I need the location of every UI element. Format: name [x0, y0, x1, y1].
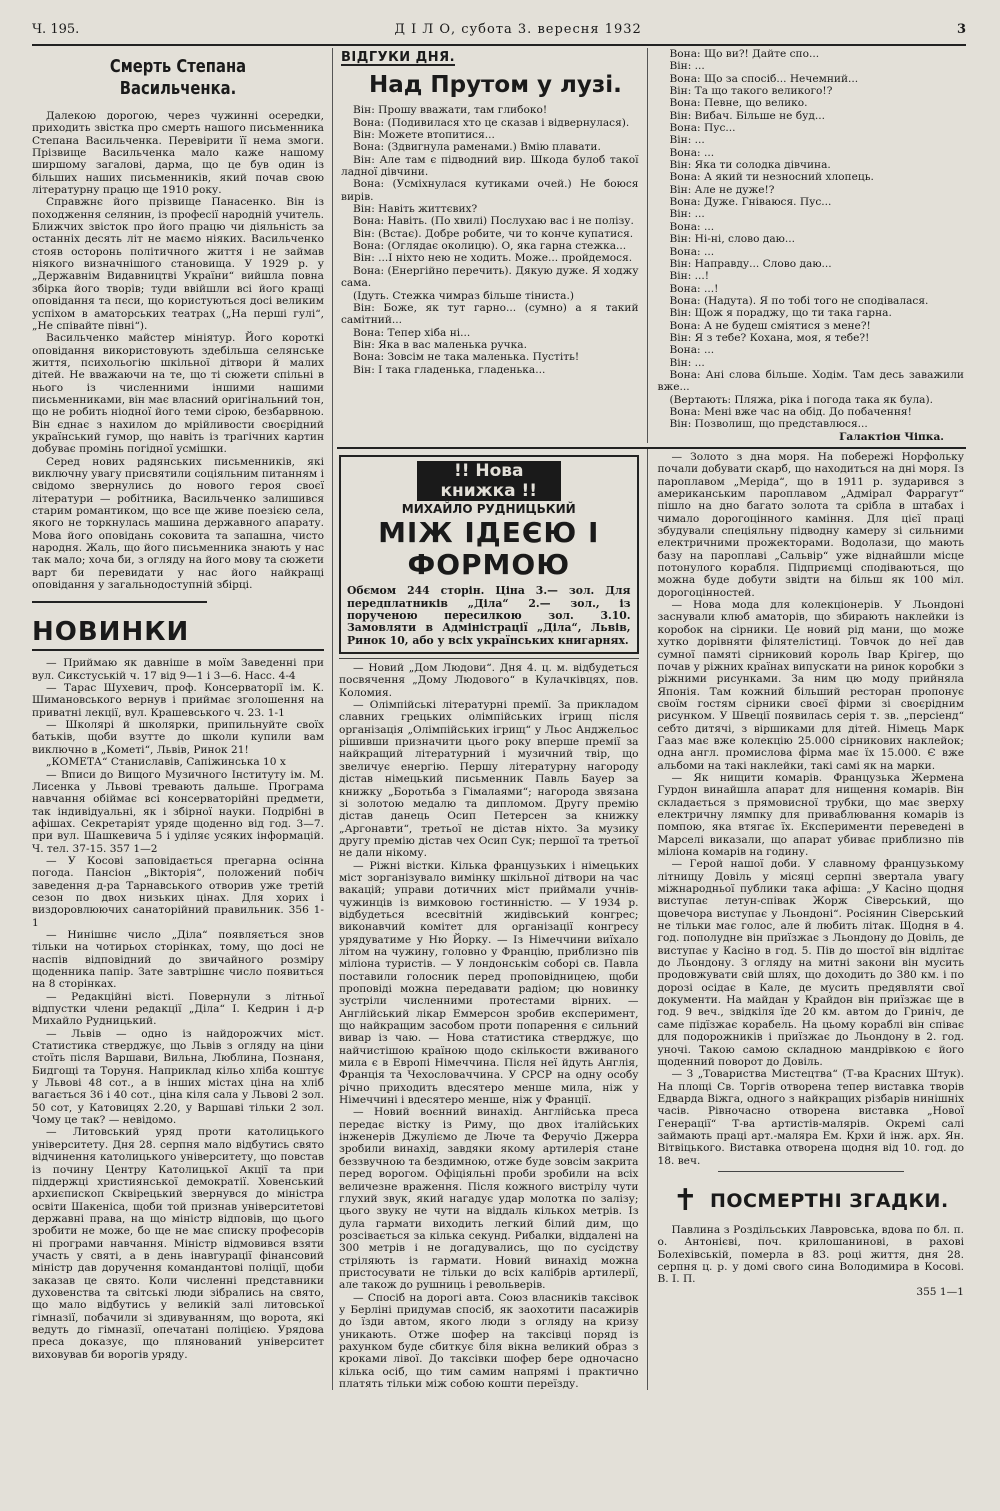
page-header — [32, 24, 966, 46]
dialog-line: Він: ...І ніхто нею не ходить. Може... пройдемося. — [353, 252, 633, 265]
news-item: — Герой нашої доби. У славному французькому літнищу Довіль у місяці серпні звертала увагу міжнародньої публики така афіша: „У Касіно щодня виступає летун-співак Жорж Сіверський, що щовечора виступає у Льондоні“. Росіянин Сіверський не тільки має голос, але й любить літак. Щодня в 4. год. пополудне він приїзжає з Льондону до Довіль, де виступає у Касіно в год. 5. Пів до шостої він відлітає до Льондону. З огляду на митні закони він мусить продовжувати свій шлях, що доходить до 380 км. і по дорозі осідає в Кале, де мусить предявляти свої документи. На майдан у Крайдон він приїзжає ще в год. 9 веч., звідкіля їде 20 км. автом до Гриніч, де саме підїзжає корабель. На цьому кораблі він співає для подорожників і приїзжає до Льондону в 2. год. уночі. Такою самою складною мандрівкою є його щоденний поворот до Довіль. — [657, 858, 964, 1068]
issue-number: Ч. 195. — [32, 22, 80, 37]
dialog-line: Він: Боже, як тут гарно... (сумно) а я такий самітний... — [341, 301, 639, 327]
book-advertisement — [339, 455, 639, 654]
dialog-part-2 — [658, 48, 965, 431]
news-item: — З „Товариства Мистецтва“ (Т-ва Красних Штук). На площі Св. Торгів отворена тепер виставка творів Едварда Віжга, одного з найкращих різбарів нинішніх часів. Рівночасно отворена виставка „Нової Генерації“ Т-ва артистів-малярів. Окремі салі займають праці арт.-маляра Ем. Крхи й інж. арх. Ян. Вітвіцького. Виставка отворена щодня від 10. год. до 18. веч. — [657, 1068, 964, 1167]
article-paragraph: Справжнє його прізвище Панасенко. Він із походження селянин, із професії народній учитель. Ближчих звісток про його працю чи діяльність за останніх десять літ не маємо ніяких. Васильченко стояв осторонь політичного життя і не займав ніякого визначнішого становища. У 1929 р. у „Державнім Видавництві України“ вийшла повна збірка його творів; туди ввійшли всі його кращі оповідання та пєси, що користуються досі великим успіхом в аматорських театрах („На перші гулі“, „Не співайте півні“). — [32, 196, 324, 332]
right-section — [332, 48, 966, 1390]
dialog-line: Він: Але там є підводний вир. Шкода булоб такої ладної дівчини. — [341, 153, 639, 179]
cross-icon: ✝ — [672, 1182, 698, 1218]
dialog-line: Вона: Що ви?! Дайте спо... — [669, 48, 820, 60]
article-paragraph: Далекою дорогою, через чужинні осередки, приходить звістка про смерть нашого письменника Степана Васильченка. Перевірити її нема змоги. Прізвище Васильченка мало каже нашому ширшому загалові, дарма, що це був один із більших наших письменників, який почав свою літературну працю ще 1910 року. — [32, 110, 324, 197]
news-item: — Приймаю як давніше в моїм Заведенні при вул. Сикстуській ч. 17 від 9—1 і 3—6. Насс. 4-4 — [32, 657, 324, 682]
dialog-line: Вона: (Оглядає околицю). О, яка гарна стежка... — [353, 240, 627, 253]
dialog-line: Вона: ... — [669, 245, 715, 258]
dialog-line: Вона: Мені вже час на обід. До побачення! — [669, 405, 912, 418]
dialog-line: Вона: Навіть. (По хвилі) Послухаю вас і не полізу. — [353, 215, 634, 228]
news-item: — Олімпійські літературні премії. За прикладом славних грецьких олімпійських ігрищ після організація „Олімпійських ігрищ“ у Льос Анджельос рішивши призначити цього року вперше премії за найкращий літературний і музичний твір, що звеличує енергію. Першу літературну нагороду дістав німецький письменник Павль Бауер за книжку „Боротьба з Гімалаями“; нагорода звязана зі золотою медалю та дипломом. Другу премію дістав данець Осип Петерсен за книжку „Аргонавти“, третьої не дістав ніхто. За музику другу премію дістав чех Осип Сук; першої та третьої не дали нікому. — [339, 699, 639, 860]
obituary-heading — [658, 1182, 965, 1218]
article-paragraph: Васильченко майстер мініятур. Його короткі оповідання використовують здебільша селянське життя, психольогію шкільної дітвори й малих дітей. Не вважаючи на те, що ті сюжети спільні в нього із численними іншими нашими письменниками, він має власний оригінальний тон, що не робить ніодної його теми сірою, безбарвною. Він єднає з нахилом до мрійливости своєрідний український гумор, що навіть із трагічних картин добуває промінь погідної усмішки. — [32, 332, 324, 456]
obituary-text: Павлина з Роздільських Лавровська, вдова по бл. п. о. Антонієві, поч. крилошанинові, в рахові Болехівській, померла в 83. році життя, дня 28. серпня ц. р. у домі свого сина Володимира в Косові. В. І. П. — [657, 1223, 964, 1286]
dialog-line: Вона: Що за спосіб... Нечемний... — [669, 72, 859, 85]
dialog-line: Він: Позволиш, що представлюся... — [669, 418, 868, 431]
news-item: — Золото з дна моря. На побережі Норфольку почали добувати скарб, що находиться на дні моря. Із пароплавом „Меріда“, що в 1911 р. зударився з американським пароплавом „Адмірал Фаррагут“ пішло на дно багато золота та срібла в штабах і чимало дорогоцінного каміння. Для цієї праці збудували спеціяльну підводну камеру зі сильними електричними прожекторами. Водолази, що мають базу на пароплаві „Сальвір“ уже віднайшли місце потонулого корабля. Підприємці сподіваються, що можна буде добути звідти на більш як 100 міл. дорогоцінностей. — [657, 451, 964, 599]
rubric-vidhuky: ВІДГУКИ ДНЯ. — [341, 50, 456, 65]
news-item: — Нинішнє число „Діла“ появляється знов тільки на чотирьох сторінках, тому, що досі не наспів відповідний до звичайного розміру щоденника папір. Зате завтрішнє число появиться на 8 сторінках. — [32, 928, 324, 991]
column-middle-bottom — [333, 449, 647, 1390]
article-title-smert: Смерть Степана Васильченка. — [109, 56, 247, 99]
obituary-title: ПОСМЕРТНІ ЗГАДКИ. — [709, 1189, 949, 1212]
dialog-line: Вона: (Здвигнула раменами.) Вмію плавати. — [353, 141, 601, 154]
dialog-line: Він: Яка в вас маленька ручка. — [353, 338, 527, 351]
news-item: — Новий „Дом Людови“. Дня 4. ц. м. відбудеться посвячення „Дому Людового“ в Кулачківцях, пов. Коломия. — [339, 662, 639, 699]
novinky-heading: НОВИНКИ — [32, 617, 190, 648]
column-left — [32, 48, 332, 1390]
dialog-line: (Ідуть. Стежка чимраз більше тіниста.) — [353, 289, 574, 302]
dialog-line: Він: ... — [669, 356, 705, 369]
signature: Галактіон Чіпка. — [839, 430, 944, 443]
dialog-line: Вона: ...! — [669, 282, 719, 295]
news-item: „КОМЕТА“ Станиславів, Сапіжинська 10 х — [46, 756, 286, 769]
news-item: — Нова мода для колекціонерів. У Льондоні заснували клюб аматорів, що збирають наклейки із коробок на сірники. Це новий рід мани, що може хутко дорівняти філятелістиці. Товчок до неї дав сумної памяті сірниковий король Івар Крігер, що почав у ріжних країнах випускати на ринок коробки з ріжними рисунками. За ним цю моду прийняла Японія. Там кожний більший ресторан пропонує своїм гостям сірники своєї фірми зі своєрідним рисунком. У Швеції появилась серія т. зв. „персіенд“ себто дитячі, з віршиками для дітей. Німець Марк Гааз має вже колекцію 25.000 сірникових наклейок; одна англ. промислова фірма має їх 15.000. Є вже альбоми на такі наклейки, такі самі як на марки. — [657, 599, 964, 772]
dialog-line: Він: Можете втопитися... — [353, 129, 495, 142]
obituary-article — [32, 110, 324, 591]
column-middle-top — [333, 48, 647, 443]
dialog-line: Він: ...! — [669, 270, 710, 283]
dialog-line: Вона: ... — [669, 146, 715, 159]
dialog-line: Він: Та що такого великого!? — [669, 85, 833, 98]
news-item: — У Косові заповідається прегарна осінна погода. Пансіон „Вікторія“, положений побіч заведення д-ра Тарнавського отворив уже третій сезон по двох низьких цінах. Для хорих і виздоровлюючих санаторійний правильник. 356 1-1 — [32, 854, 324, 929]
news-list-right — [658, 451, 965, 1167]
dialog-line: Вона: Дуже. Гніваюся. Пус... — [669, 196, 832, 209]
page-number: 3 — [956, 22, 966, 37]
news-item: — Редакційні вісті. Повернули з літньої відпустки члени редакції „Діла“ І. Кедрин і д-р Михайло Рудницький. — [32, 990, 324, 1028]
dialog-line: Вона: (Надута). Я по тобі того не сподівалася. — [669, 294, 929, 307]
dialog-line: Він: Щож я пораджу, що ти така гарна. — [669, 307, 892, 320]
ad-book-title: МІЖ ІДЕЄЮ І ФОРМОЮ — [378, 516, 600, 582]
dialog-line: Вона: Ані слова більше. Ходім. Там десь заважили вже... — [657, 368, 964, 394]
news-item: — Як нищити комарів. Французька Жермена Гурдон винайшла апарат для нищення комарів. Він складається з прямовисної трубки, що має зверху електричну лямпку для приваблювання комарів із помпою, яка втягає їх. Експерименти переведені в Марселі виказали, що апарат убиває приблизно пів міліона комарів на годину. — [657, 771, 964, 858]
dialog-line: Вона: Зовсім не така маленька. Пустіть! — [353, 351, 580, 364]
dialog-line: Він: Яка ти солодка дівчина. — [669, 159, 831, 172]
news-item: — Спосіб на дорогі авта. Союз власників таксівок у Берліні придумав спосіб, як заохотити пасажирів до їзди автом, якого люди з огляду на кризу уникають. Отже шофер на таксівці поряд із рахунком буде сбиткує біля вікна великий образ з кроками лівої. До таксівки шофер бере одночасно кілька осіб, що тим самим напрямі і практично платять тільки між собою кошти переїзду. — [339, 1291, 639, 1390]
article-paragraph: Серед нових радянських письменників, які виключну увагу присвятили соціяльним питанням і свідомо звернулись до нового героя своєї літератури — робітника, Васильченко залишився старим романтиком, що все ще живе поезією села, якого не торкнулась машина державного апарату. Мова його оповідань соковита та запашна, чисто народня. Жаль, що його письменника знають у нас так мало; хоча би, з огляду на його мову та сюжети варт би перевидати у нас його найкращі оповідання у загальнодоступній збірці. — [32, 455, 325, 592]
news-item: — Вписи до Вищого Музичного Інституту ім. М. Лисенка у Львові тревають дальше. Програма навчання обіймає всі консерваторійні предмети, так індивідуальні, як і збірної науки. Подрібні в афішах. Секретаріят уряде щоденно від год. 3—7. при вул. Шашкевича 5 і уділяє усяких інформацій. Ч. тел. 37-15. 357 1—2 — [32, 768, 324, 855]
article-title-prut: Над Прутом у лузі. — [369, 72, 622, 99]
ad-author: МИХАЙЛО РУДНИЦЬКИЙ — [401, 502, 576, 516]
dialog-line: Він: Прошу вважати, там глибоко! — [353, 104, 548, 117]
dialog-line: Він: Навіть життєвих? — [353, 203, 478, 216]
dialog-line: Він: Ні-ні, слово даю... — [669, 233, 795, 246]
dialog-line: Вона: ... — [669, 344, 715, 357]
dialog-line: Вона: А який ти незносний хлопець. — [669, 171, 874, 184]
dialog-line: Вона: Певне, що велико. — [669, 97, 808, 110]
dialog-line: Він: І така гладенька, гладенька... — [353, 363, 546, 376]
news-item: — Литовський уряд проти католицького університету. Дня 28. серпня мало відбутись свято відчинення католицького університету, що повстав із почину Центру Католицької Акції та при піддержці християнської демократії. Ховенський архиєпископ Сквірецький звернувся до міністра освіти Шакеніса, щоби той признав університетові державні права, на що міністр відповів, що цього зробити не може, бо ще не має списку професорів ні програми навчання. Міністр відмовився взяти участь у святі, а в день інавгурації фінансовий міністр дав доручення командантові поліції, щоби заказав це свято. Коли численні представники духовенства та світські люди зібрались на свято, що мало відбутись у великій залі литовської гімназії, побачили зі здивуванням, що ворота, які ведуть до гімназії, опечатані поліцією. Урядова преса доказує, що плянований університет виховував би ворогів уряду. — [32, 1126, 324, 1361]
column-right-bottom — [647, 449, 967, 1390]
dialog-part-1 — [341, 104, 639, 376]
ad-kicker: !! Нова книжка !! — [417, 461, 561, 501]
dialog-line: (Вертають: Пляжа, ріка і погода така як була). — [669, 393, 933, 406]
dialog-line: Вона: (Енергійно перечить). Дякую дуже. Я ходжу сама. — [341, 264, 639, 290]
dialog-line: Він: ... — [669, 60, 705, 73]
dialog-line: Вона: (Усміхнулася кутиками очей.) Не боюся вирів. — [341, 178, 639, 203]
news-item: — Львів — одно із найдорожчих міст. Статистика стверджує, що Львів з огляду на ціни стоїть після Варшави, Вильна, Люблина, Познаня, Бидгощі та Торуня. Наприклад кільо хліба коштує у Львові 48 сот., а в інших містах ціна на хліб вагається 36 і 40 сот., ціна кіля сала у Львові 2 зол. 50 сот, у Катовицях 2.20, у Варшаві тільки 2 зол. Чому це так? — невідомо. — [32, 1027, 324, 1127]
dialog-line: Він: (Встає). Добре робите, чи то конче купатися. — [353, 227, 634, 240]
dialog-line: Вона: Пус... — [669, 122, 736, 135]
news-item: — Тарас Шухевич, проф. Консерваторії ім. К. Шимановського вернув і приймає зголошення на приватні лекції, вул. Крашевського ч. 23. 1-1 — [32, 682, 324, 719]
dialog-line: Він: ... — [669, 134, 705, 147]
column-right-top — [647, 48, 967, 443]
masthead-date: Д І Л О, субота 3. вересня 1932 — [394, 22, 642, 37]
ad-body: Обємом 244 сторін. Ціна 3.— зол. Для передплатників „Діла“ 2.— зол., із порученою пересилкою зол. 3.10. Замовляти в Адміністрації „Діла“, Львів, Ринок 10, або у всіх українських книгарнях. — [347, 584, 631, 647]
news-item: — Новий воєнний винахід. Англійська преса передає вістку із Риму, що двох італійських інженерів Джуліємо де Люче та Феручіо Джерра зробили винахід, завдяки якому артилерія стане беззвучною та бездимною, отже буде зовсім закрита перед ворогом. Офіціяльні проби зробили на всіх величезне враження. Після кожного вистрілу чути глухий звук, який нагадує удар молотка по залізу; цього звуку не чути на віддаль кількох метрів. Із дула гармати виходить легкий білий дим, що розсівається за кілька секунд. Рибалки, віддалені на 300 метрів і не догадувались, що по сусідству стріляють із гармати. Новий винахід можна пристосувати не тільки до всіх калібрів артилерії, але також до рушниць і револьверів. — [339, 1106, 639, 1292]
dialog-line: Вона: (Подивилася хто це сказав і відвернулася). — [353, 116, 630, 129]
news-list-middle — [339, 662, 639, 1390]
dialog-line: Він: Вибач. Більше не буд... — [669, 109, 826, 122]
dialog-line: Вона: А не будеш сміятися з мене?! — [669, 319, 871, 332]
dialog-line: Він: ... — [669, 208, 705, 221]
news-item: — Ріжні вістки. Кілька французьких і німецьких міст зорганізувало вимінку шкільної дітвори на час вакацій; управи дотичних міст приймали учнів-чужинців із вимковою гостинністю. — У 1934 р. відбудеться всесвітній жидівський конгрес; виконавчий комітет для організації конгресу урядуватиме у Ню Йорку. — Із Німеччини виїхало літом на чужину, головно у Францію, приблизно пів міліона туристів. — У лондонськім соборі св. Павла поставили голосник перед проповідницею, щоби проповіді можна передавати радіом; цю новинку зустріли численними протестами вірних. — Англійський лікар Еммерсон зробив експеримент, що найкращим засобом проти попарення є сильний вивар із чаю. — Нова статистика стверджує, що найчистішою країною щодо скількости вживаного мила є в Европі Німеччина. Після неї йдуть Англія, Франція та Чехословаччина. У СРСР на одну особу річно приходить вдесятеро менше мила, ніж у Німеччині і вдесятеро менше, ніж у Франції. — [339, 859, 639, 1107]
dialog-line: Він: Направду... Слово даю... — [669, 257, 832, 270]
dialog-line: Вона: Тепер хіба ні... — [353, 326, 471, 339]
dialog-line: Він: Я з тебе? Кохана, моя, я тебе?! — [669, 331, 870, 344]
obituary-code: 355 1—1 — [916, 1285, 964, 1298]
novinky-list — [32, 657, 324, 1361]
dialog-line: Вона: ... — [669, 220, 715, 233]
news-item: — Школярі й школярки, припильнуйте своїх батьків, щоби взутте до школи купили вам виключно в „Кометі“, Львів, Ринок 21! — [32, 719, 324, 756]
dialog-line: Він: Але не дуже!? — [669, 183, 775, 196]
